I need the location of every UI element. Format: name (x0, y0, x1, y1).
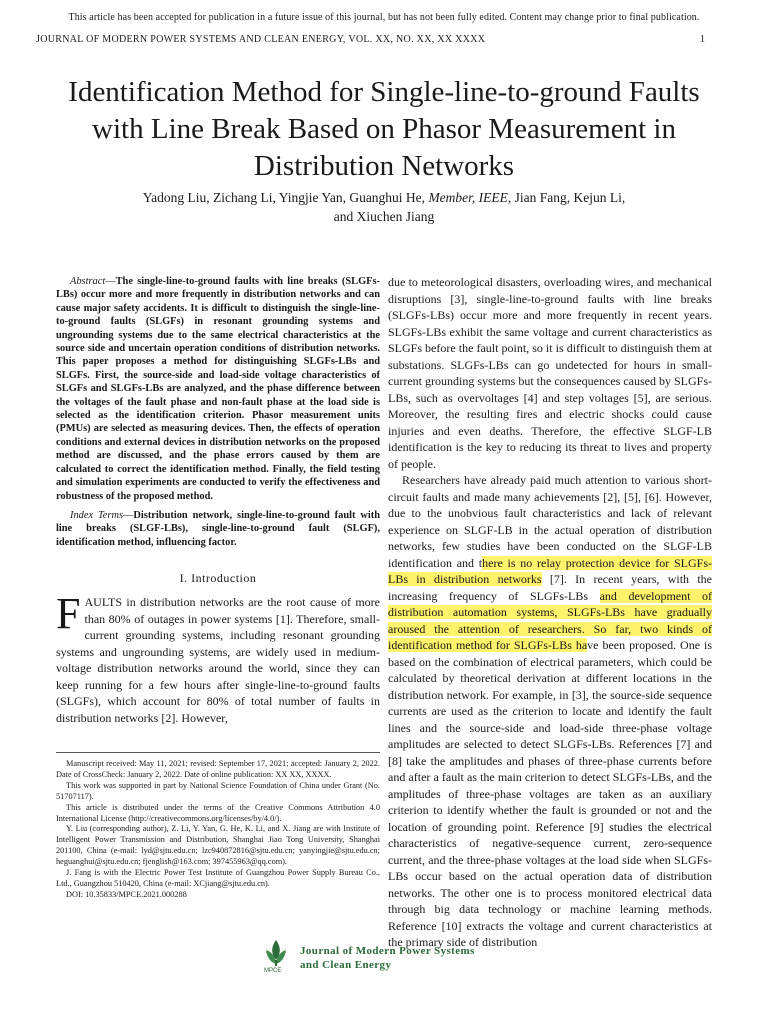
author-membership: Member, IEEE (428, 190, 508, 205)
footnote-affiliation-2: J. Fang is with the Electric Power Test Institute of Guangzhou Power Supply Bureau Co., Ltd., Guangzhou 510420, China (e-mail: XCjiang@sjtu.edu.cn). (56, 868, 380, 888)
right-column (388, 274, 712, 951)
index-terms (56, 509, 380, 549)
authors-part-2: , Jian Fang, Kejun Li, (507, 190, 626, 205)
journal-logo (262, 938, 512, 978)
footnote-doi: DOI: 10.35833/MPCE.2021.000288 (66, 889, 187, 899)
footnote-funding: This work was supported in part by National Science Foundation of China under Grant (No. 51707117). (56, 780, 380, 801)
abstract (56, 275, 380, 503)
abstract-label: Abstract (70, 276, 106, 287)
index-terms-label: Index Terms (70, 509, 124, 521)
publication-notice: This article has been accepted for publication in a future issue of this journal, but has not been fully edited. Content may change prior to final publication. (68, 12, 700, 23)
index-terms-dash: — (123, 509, 134, 521)
right-paragraph-2 (388, 472, 712, 951)
highlight-2: and development of distribution automation systems, SLGFs-LBs have gradually aroused the attention of researchers. So far, two kinds of identification method for SLGFs-LBs ha (388, 588, 712, 652)
left-column (56, 275, 380, 726)
authors-part-1: Yadong Liu, Zichang Li, Yingjie Yan, Guanghui He, (142, 190, 429, 205)
right-paragraph-1: due to meteorological disasters, overloading wires, and mechanical disruptions [3], single-line-to-ground faults with line breaks (SLGFs-LBs) occur more and more frequently in recent years. SLGFs-LBs exhibit the same voltage and current characteristics as SLGFs before the fault point, so it is difficult to distinguish them at substations. SLGFs-LBs can go undetected for hours in small-current grounding systems but the consequences caused by SLGFs-LBs, such as overvoltages [4] and step voltages [5], are serious. Moreover, the resulting fires and electric shocks could cause injuries and even deaths. Therefore, the effective SLGF-LB identification is the key to reducing its threat to lives and property of people. (388, 275, 712, 471)
logo-line-1: Journal of Modern Power Systems (300, 945, 475, 957)
abstract-dash: — (105, 276, 116, 287)
intro-text: in distribution networks are the root cause of more than 80% of outages in power systems [1]. Therefore, small-current grounding systems, including resonant grounding systems and ungrounding systems, are widely used in medium-voltage distribution networks around the world, since they can keep running for a few hours after single-line-to-ground faults (SLGFs), which account for 80% of total number of faults in distribution networks [2]. However, (56, 595, 380, 725)
highlight-1: here is no relay protection device for SLGFs-LBs in distribution networks (388, 555, 712, 586)
page-number: 1 (700, 34, 705, 45)
running-head: JOURNAL OF MODERN POWER SYSTEMS AND CLEAN ENERGY, VOL. XX, NO. XX, XX XXXX (36, 34, 486, 45)
section-heading-introduction: I. Introduction (179, 571, 257, 586)
para2-text-b: [7]. In recent years, with the increasing frequency of SLGFs-LBs (388, 572, 713, 603)
logo-abbrev: MPCE (264, 968, 282, 974)
footnote-manuscript: Manuscript received: May 11, 2021; revised: September 17, 2021; accepted: January 2, 2022. Date of CrossCheck: January 2, 2022. Date of online publication: XX XX, XXXX. (56, 759, 380, 779)
author-list (60, 188, 708, 226)
intro-first-word: AULTS (84, 595, 123, 610)
paper-title: Identification Method for Single-line-to-ground Faults with Line Break Based on Phasor Measurement in Distribution Networks (68, 76, 700, 182)
intro-paragraph (56, 589, 380, 726)
footnote-license: This article is distributed under the terms of the Creative Commons Attribution 4.0 International License (http://creativecommons.org/licenses/by/4.0/). (56, 802, 380, 823)
logo-line-2: and Clean Energy (300, 959, 392, 971)
logo-wordmark (300, 944, 475, 972)
index-terms-text: Distribution network, single-line-to-ground fault with line breaks (SLGF-LBs), single-line-to-ground fault (SLGF), identification method, influencing factor. (56, 509, 380, 548)
authors-part-3: and Xiuchen Jiang (333, 209, 435, 224)
abstract-text: The single-line-to-ground faults with line breaks (SLGFs-LBs) occur more and more frequently in distribution networks and can cause major safety accidents. It is difficult to distinguish the single-line-to-ground faults (SLGFs) in resonant grounding systems and ungrounding systems due to the same electrical characteristics at the source side and uncertain operation conditions of distribution networks. This paper proposes a method for distinguishing SLGFs-LBs and SLGFs. First, the source-side and load-side voltage characteristics of SLGFs and SLGFs-LBs are analyzed, and the phase difference between the voltages of the fault phase and non-fault phase at the load side is selected as the identification criterion. Phasor measurement units (PMUs) are selected as measuring devices. Then, the effects of operation conditions and external devices in distribution networks on the proposed method are discussed, and the phase errors caused by them are calculated to correct the identification method. Finally, the field testing and simulation experiments are conducted to verify the effectiveness and robustness of the proposed method. (56, 276, 380, 502)
footnote-affiliation-1: Y. Liu (corresponding author), Z. Li, Y. Yan, G. He, K. Li, and X. Jiang are with Institute of Intelligent Power Transmission and Distribution, Shanghai Jiao Tong University, Shanghai 201100, China (e-mail: lyd@sjtu.edu.cn; lzc940872816@sjtu.edu.cn; yanyingjie@sjtu.edu.cn; heguanghui@sjtu.edu.cn; fjenglish@163.com; 397455963@qq.com). (56, 824, 380, 867)
para2-text-c: ve been proposed. One is based on the combination of electrical parameters, which could be calculated by theoretical derivation at different locations in the distribution network. For example, in [3], the source-side sequence currents are used as the criterion to locate and identify the fault lines and the source-side and load-side three-phase voltage amplitudes are selected to detect SLGFs-LBs. References [7] and [8] take the amplitudes and phases of three-phase currents before and after a fault as the main criterion to detect SLGFs-LBs, and the amplitudes of three-phase voltages are taken as an auxiliary criterion to identify whether the fault is grounded or not and the location of grounding point. Reference [9] studies the electrical characteristics of negative-sequence current, zero-sequence current, and the three-phase voltages at the load side when SLGFs-LBs occur based on the actual operation data of distribution networks. The other one is to process monitored electrical data through big data technology or machine learning methods. Reference [10] extracts the voltage and current characteristics at the primary side of distribution (388, 638, 712, 949)
drop-cap: F (56, 589, 81, 639)
footnotes (56, 752, 380, 901)
para2-text-a: Researchers have already paid much attention to various short-circuit faults and made many achievements [2], [5], [6]. However, due to the unobvious fault characteristics and lack of relevant experience on SLGF-LB in the actual operation of distribution networks, few studies have been conducted on the SLGF-LB identification and t (388, 473, 712, 570)
